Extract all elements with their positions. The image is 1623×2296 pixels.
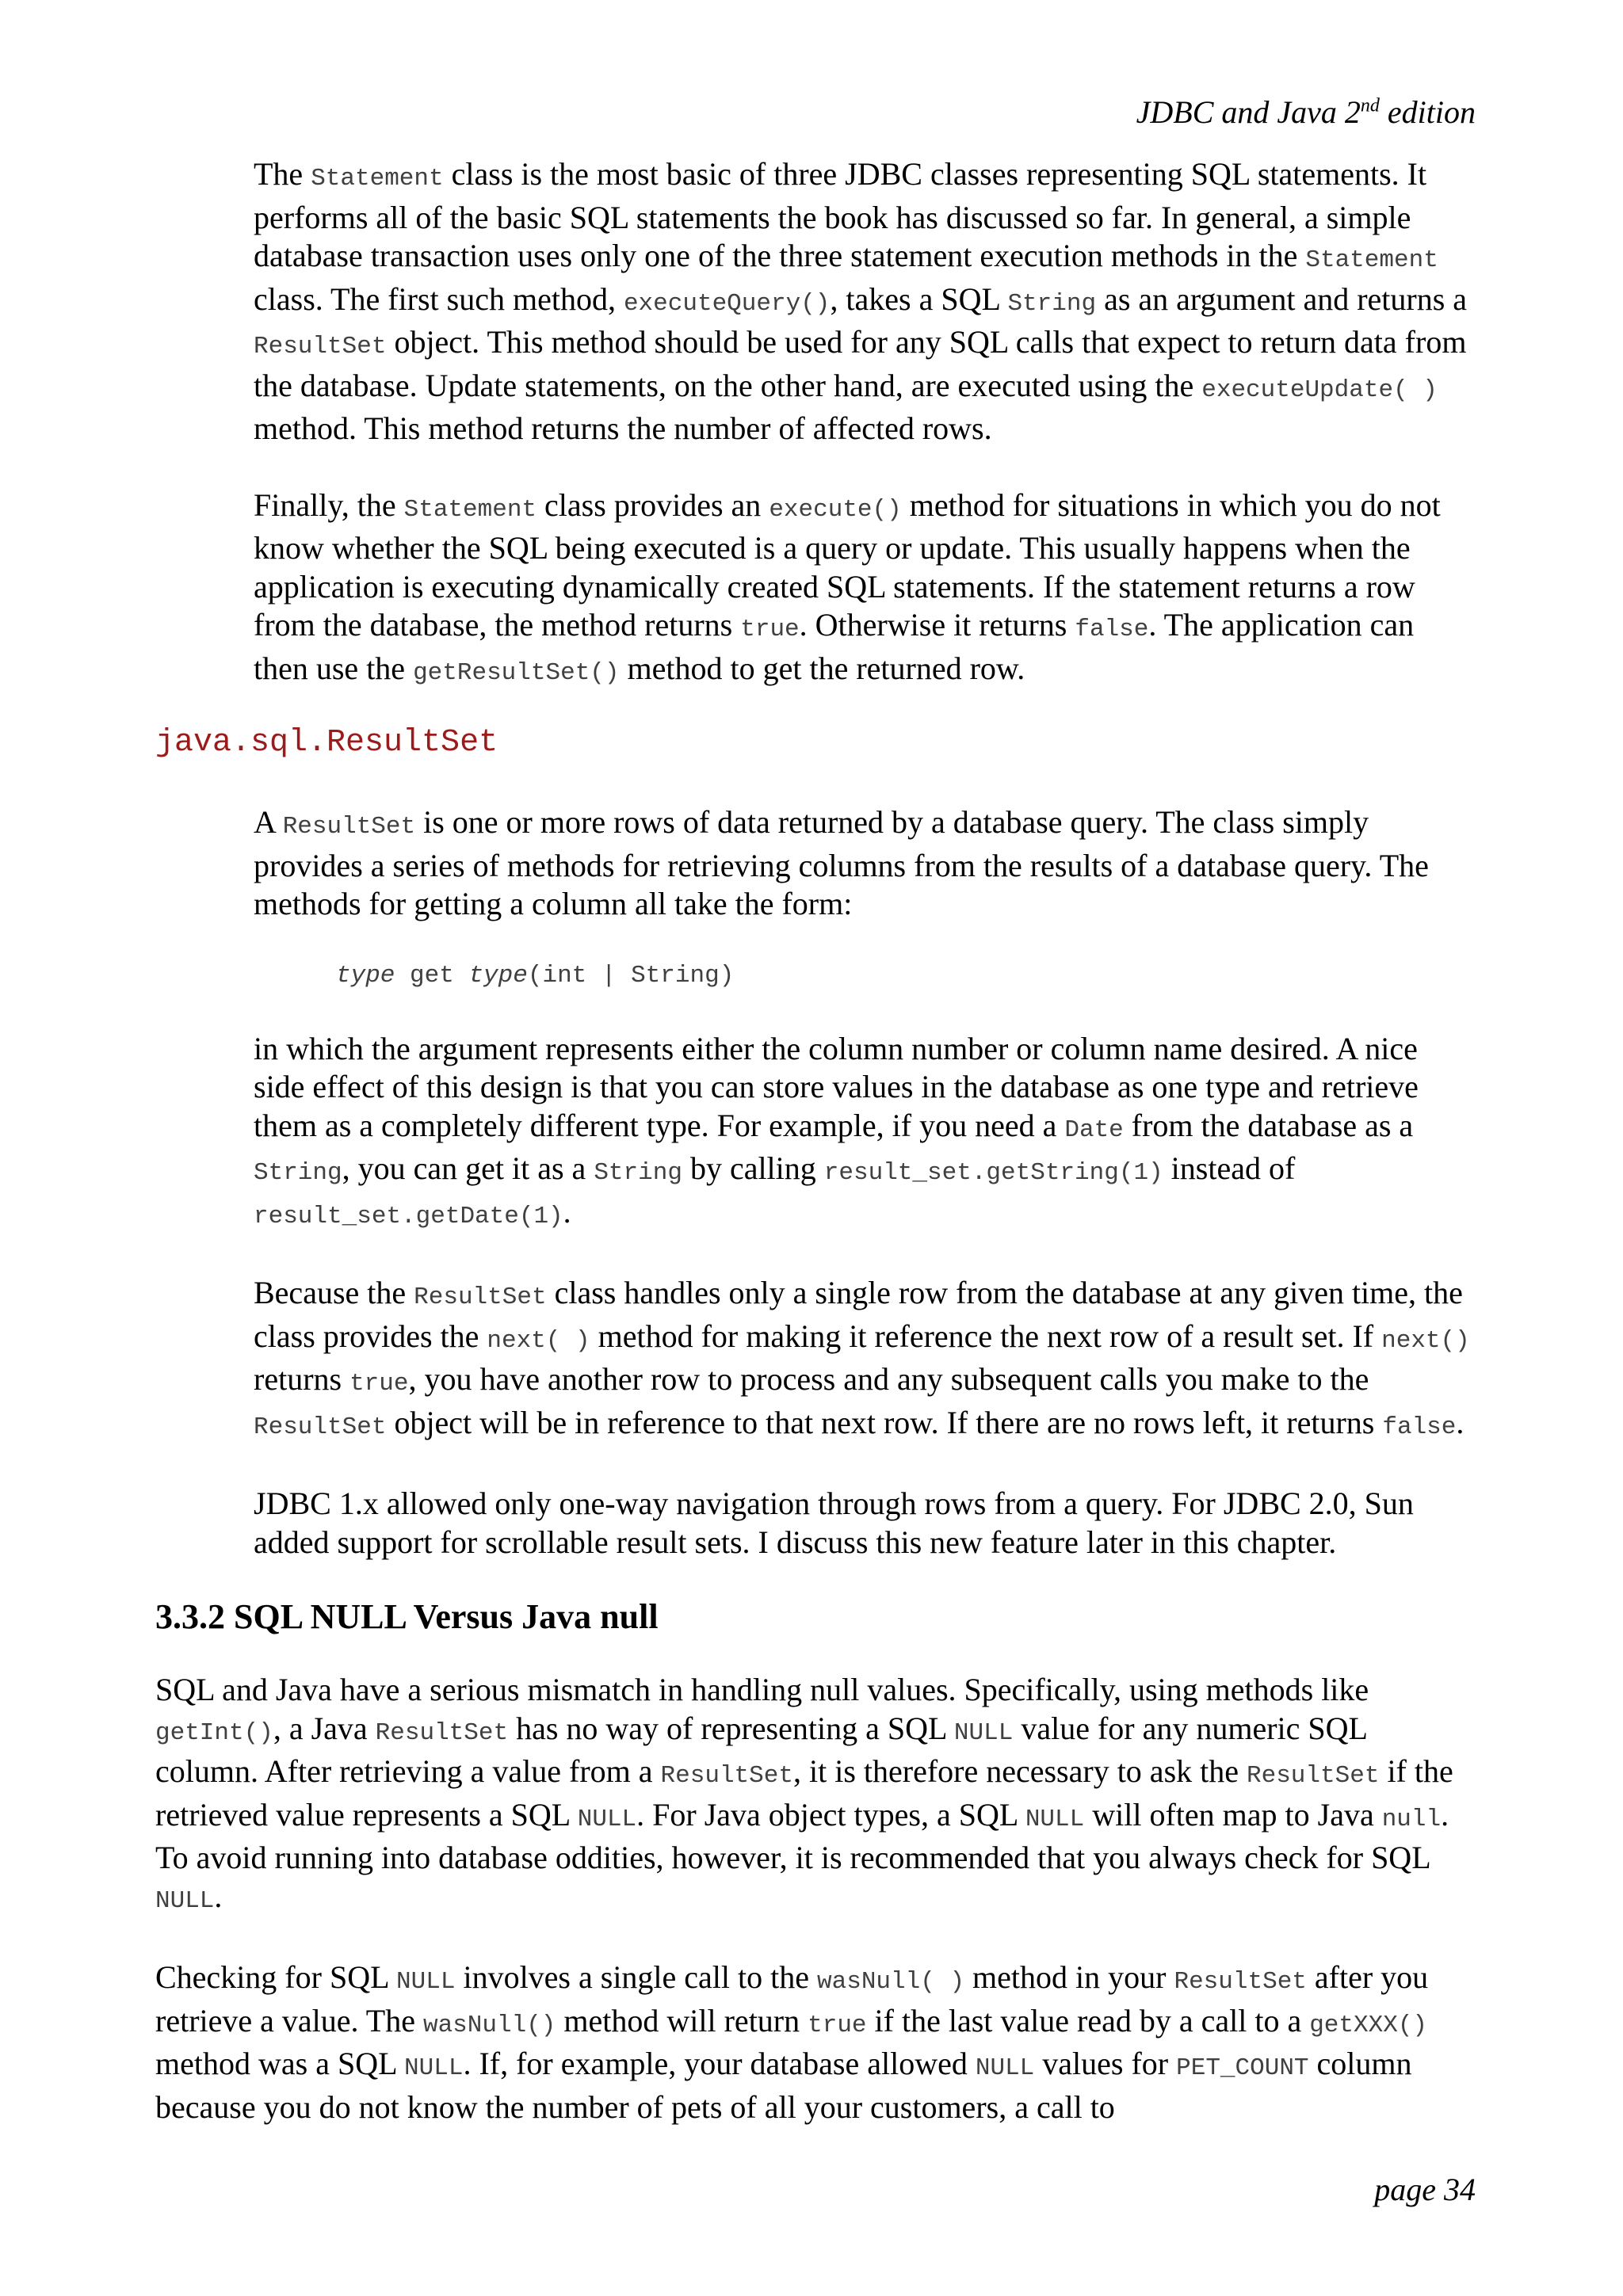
header-suffix: edition xyxy=(1379,94,1476,130)
code-term: true xyxy=(808,2011,867,2039)
code-term: NULL xyxy=(404,2054,464,2082)
code-term: Statement xyxy=(1305,246,1438,274)
page-content xyxy=(155,155,1476,2164)
code-term: null xyxy=(1381,1805,1442,1833)
resultset-paragraph-2: in which the argument represents either the column number or column name desired. A nice side effect of this design is that you can store values in the database as one type and retrieve them as a completely different type. For example, if you need a Date from the database as a String, you can get it as a String by calling result_set.getString(1) instead of result_set.getDate(1). xyxy=(254,1030,1419,1230)
code-term: ResultSet xyxy=(375,1718,509,1747)
code-term: result_set.getDate(1) xyxy=(254,1202,563,1230)
section-heading: 3.3.2 SQL NULL Versus Java null xyxy=(155,1597,659,1636)
header-title: JDBC and Java 2 xyxy=(1136,94,1361,130)
code-term: getResultSet() xyxy=(413,658,620,687)
code-term: executeQuery() xyxy=(623,289,831,318)
code-term: ResultSet xyxy=(282,813,416,841)
code-term: false xyxy=(1382,1413,1457,1441)
code-term: NULL xyxy=(1025,1805,1085,1833)
page-number: page 34 xyxy=(1374,2172,1476,2207)
code-term: ResultSet xyxy=(254,1413,387,1441)
code-term: PET_COUNT xyxy=(1176,2054,1309,2082)
code-term: true xyxy=(349,1370,409,1398)
code-term: next( ) xyxy=(487,1326,590,1355)
running-header xyxy=(1136,93,1476,132)
code-term: getXXX() xyxy=(1309,2011,1428,2039)
code-term: wasNull( ) xyxy=(817,1968,965,1996)
resultset-paragraph-1: A ResultSet is one or more rows of data returned by a database query. The class simply provides a series of methods for retrieving columns from the results of a database query. The methods for getting a column all take the form: xyxy=(254,804,1429,921)
code-term: ResultSet xyxy=(660,1762,793,1790)
code-term: Statement xyxy=(311,165,444,193)
code-term: NULL xyxy=(155,1886,215,1915)
code-term: NULL xyxy=(577,1805,637,1833)
code-term: false xyxy=(1075,616,1149,643)
code-term: ResultSet xyxy=(1247,1762,1380,1790)
null-paragraph-2: Checking for SQL NULL involves a single call to the wasNull( ) method in your ResultSet after you retrieve a value. The wasNull() method will return true if the last value read by a call to a getXXX() method was a SQL NULL. If, for example, your database allowed NULL values for PET_COUNT column because you do not know the number of pets of all your customers, a call to xyxy=(155,1959,1429,2125)
resultset-paragraph-4: JDBC 1.x allowed only one-way navigation through rows from a query. For JDBC 2.0, Sun added support for scrollable result sets. I discuss this new feature later in this chapter. xyxy=(254,1486,1414,1560)
code-term: Date xyxy=(1064,1116,1124,1144)
code-term: String xyxy=(254,1159,342,1187)
header-superscript: nd xyxy=(1360,95,1380,116)
code-term: execute() xyxy=(769,495,902,524)
code-term: NULL xyxy=(953,1718,1014,1747)
code-sample: type get type(int | String) xyxy=(336,961,735,990)
code-term: ResultSet xyxy=(414,1283,547,1311)
statement-paragraph-2: Finally, the Statement class provides an execute() method for situations in which you do not know whether the SQL being executed is a query or update. This usually happens when the application is executing dynamically created SQL statements. If the statement returns a row from the database, the method returns true. Otherwise it returns false. The application can then use the getResultSet() method to get the returned row. xyxy=(254,486,1441,687)
code-term: ResultSet xyxy=(1174,1968,1307,1996)
statement-paragraph-1: The Statement class is the most basic of three JDBC classes representing SQL statements. It performs all of the basic SQL statements the book has discussed so far. In general, a simple database transaction uses only one of the three statement execution methods in the Statement class. The first such method, executeQuery(), takes a SQL String as an argument and returns a ResultSet object. This method should be used for any SQL calls that expect to return data from the database. Update statements, on the other hand, are executed using the executeUpdate( ) method. This method returns the number of affected rows. xyxy=(254,156,1468,446)
code-term: NULL xyxy=(396,1968,456,1996)
code-term: result_set.getString(1) xyxy=(823,1159,1163,1187)
code-term: Statement xyxy=(403,495,537,524)
resultset-paragraph-3: Because the ResultSet class handles only a single row from the database at any given time, the class provides the next( ) method for making it reference the next row of a result set. If next() returns true, you have another row to process and any subsequent calls you make to the ResultSet object will be in reference to that next row. If there are no rows left, it returns false. xyxy=(254,1275,1470,1441)
code-term: String xyxy=(1007,289,1097,318)
code-term: executeUpdate( ) xyxy=(1201,376,1438,404)
code-term: true xyxy=(740,616,800,643)
code-term: String xyxy=(594,1159,682,1187)
code-term: ResultSet xyxy=(254,333,387,360)
code-term: wasNull() xyxy=(422,2011,556,2039)
null-paragraph-1: SQL and Java have a serious mismatch in handling null values. Specifically, using methods like getInt(), a Java ResultSet has no way of representing a SQL NULL value for any numeric SQL column. After retrieving a value from a ResultSet, it is therefore necessary to ask the ResultSet if the retrieved value represents a SQL NULL. For Java object types, a SQL NULL will often map to Java null. To avoid running into database oddities, however, it is recommended that you always check for SQL NULL. xyxy=(155,1672,1453,1915)
code-term: next() xyxy=(1381,1326,1470,1355)
code-term: getInt() xyxy=(155,1718,273,1747)
resultset-class-heading: java.sql.ResultSet xyxy=(155,725,498,761)
code-term: NULL xyxy=(975,2054,1035,2082)
